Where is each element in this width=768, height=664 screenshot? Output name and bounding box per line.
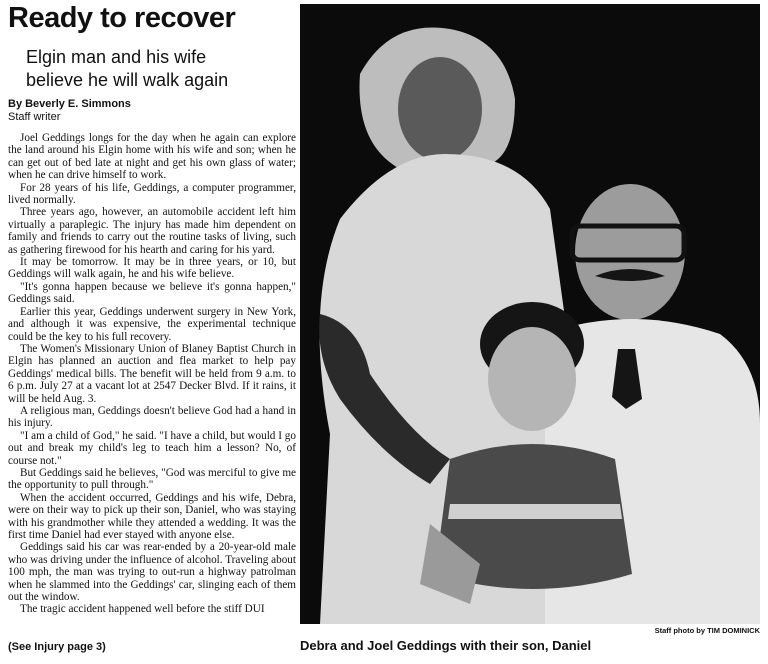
photo-caption: Debra and Joel Geddings with their son, Daniel	[300, 638, 592, 653]
jump-line[interactable]: (See Injury page 3)	[8, 641, 106, 653]
deck	[26, 46, 294, 92]
paragraph: Earlier this year, Geddings underwent surgery in New York, and although it was expensive, the experimental technique could be the key to his full recovery.	[8, 305, 296, 343]
mother-face	[398, 57, 482, 161]
photo-credit: Staff photo by TIM DOMINICK	[654, 626, 760, 635]
headline: Ready to recover	[8, 2, 236, 34]
paragraph: For 28 years of his life, Geddings, a computer programmer, lived normally.	[8, 181, 296, 207]
father-head	[575, 184, 685, 320]
paragraph: The tragic accident happened well before the stiff DUI	[20, 603, 265, 616]
deck-line: Elgin man and his wife	[26, 47, 207, 67]
paragraph: Three years ago, however, an automobile accident left him virtually a paraplegic. The injury has made him dependent on family and friends to carry out the routine tasks of living, such as gathering firewood for his hearth and caring for his yard.	[8, 206, 296, 256]
byline-role: Staff writer	[8, 111, 61, 123]
deck-line: believe he will walk again	[26, 70, 229, 90]
article-body	[8, 132, 296, 636]
paragraph: A religious man, Geddings doesn't believe God had a hand in his injury.	[8, 404, 296, 430]
byline: By Beverly E. Simmons	[8, 98, 131, 110]
paragraph: Geddings said his car was rear-ended by a 20-year-old male who was driving under the influence of alcohol. Traveling about 100 mph, the man was trying to out-run a highway patrolman when he slammed into the Geddings' car, slinging each of them out the window.	[8, 541, 296, 604]
family-photo	[300, 4, 760, 624]
paragraph: The Women's Missionary Union of Blaney Baptist Church in Elgin has planned an auction and flea market to help pay Geddings' medical bills. The benefit will be held from 9 a.m. to 6 p.m. July 27 at a vacant lot at 2547 Decker Blvd. If it rains, it will be held Aug. 3.	[8, 342, 296, 405]
son-face	[488, 327, 576, 431]
son-shirt-stripe	[448, 504, 622, 519]
paragraph: It may be tomorrow. It may be in three years, or 10, but Geddings will walk again, he and his wife believe.	[8, 256, 296, 281]
paragraph: When the accident occurred, Geddings and his wife, Debra, were on their way to pick up their son, Daniel, who was staying with his grandmother while they attended a wedding. It was the first time Daniel had ever stayed with anyone else.	[8, 491, 296, 541]
paragraph: But Geddings said he believes, "God was merciful to give me the opportunity to pull through."	[8, 466, 296, 492]
paragraph: Joel Geddings longs for the day when he again can explore the land around his Elgin home with his wife and son; when he can get out of bed late at night and get his own glass of water; when he can drive himself to work.	[8, 132, 296, 182]
paragraph: "I am a child of God," he said. "I have a child, but would I go out and break my child's leg to teach him a lesson? No, of course not."	[8, 429, 296, 467]
paragraph: "It's gonna happen because we believe it's gonna happen," Geddings said.	[8, 280, 296, 306]
